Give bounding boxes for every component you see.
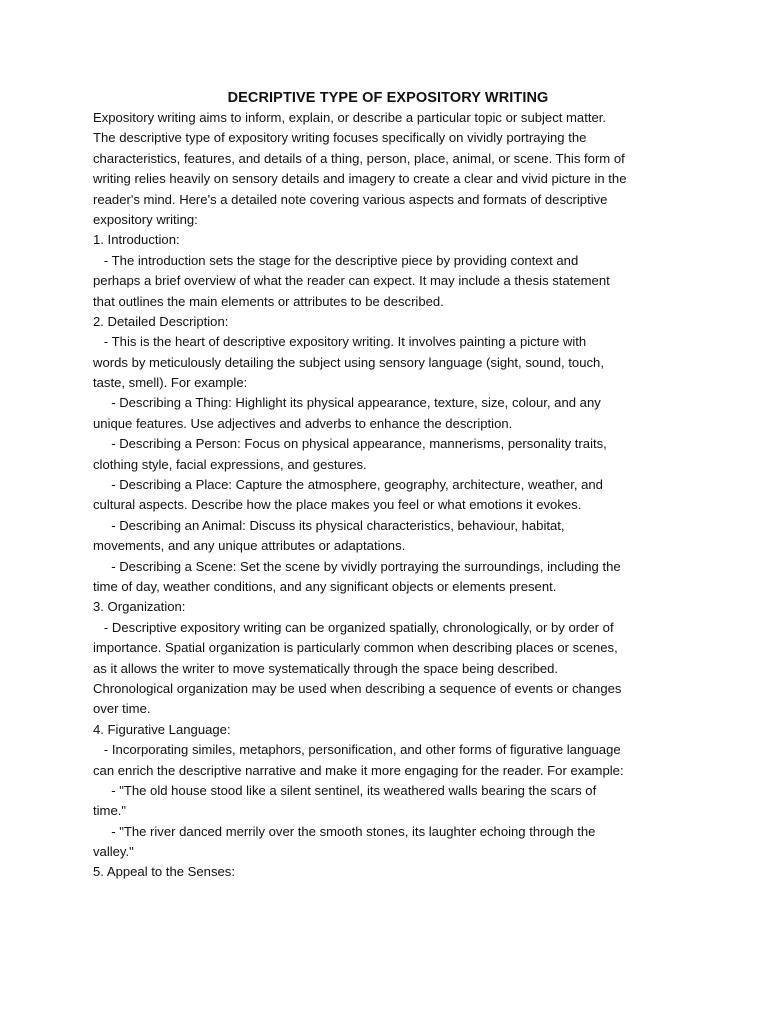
- text-line: - Incorporating similes, metaphors, personification, and other forms of figurative language: [93, 742, 621, 758]
- document-title: DECRIPTIVE TYPE OF EXPOSITORY WRITING: [227, 90, 549, 106]
- text-line: characteristics, features, and details of a thing, person, place, animal, or scene. This form of: [93, 150, 625, 166]
- text-line: - Describing an Animal: Discuss its physical characteristics, behaviour, habitat,: [93, 517, 565, 533]
- text-line: 1. Introduction:: [93, 232, 180, 248]
- text-line: perhaps a brief overview of what the reader can expect. It may include a thesis statement: [93, 273, 610, 289]
- text-line: 3. Organization:: [93, 599, 186, 615]
- text-line: unique features. Use adjectives and adverbs to enhance the description.: [93, 415, 513, 431]
- text-line: - Describing a Thing: Highlight its physical appearance, texture, size, colour, and any: [93, 395, 601, 411]
- text-line: - Describing a Place: Capture the atmosphere, geography, architecture, weather, and: [93, 477, 603, 493]
- text-line: movements, and any unique attributes or adaptations.: [93, 538, 406, 554]
- text-line: Chronological organization may be used when describing a sequence of events or changes: [93, 680, 622, 696]
- text-line: can enrich the descriptive narrative and make it more engaging for the reader. For example:: [93, 762, 624, 778]
- text-line: - "The old house stood like a silent sentinel, its weathered walls bearing the scars of: [93, 782, 597, 798]
- text-line: expository writing:: [93, 211, 198, 227]
- text-line: reader's mind. Here's a detailed note covering various aspects and formats of descriptive: [93, 191, 608, 207]
- text-line: - Describing a Person: Focus on physical appearance, mannerisms, personality traits,: [93, 436, 607, 452]
- text-line: over time.: [93, 701, 151, 717]
- text-line: as it allows the writer to move systematically through the space being described.: [93, 660, 559, 676]
- text-line: time of day, weather conditions, and any significant objects or elements present.: [93, 578, 557, 594]
- document-body: [93, 108, 683, 883]
- text-line: time.": [93, 803, 127, 819]
- text-line: The descriptive type of expository writing focuses specifically on vividly portraying the: [93, 130, 587, 146]
- text-line: - "The river danced merrily over the smooth stones, its laughter echoing through the: [93, 823, 596, 839]
- text-line: valley.": [93, 844, 134, 860]
- text-line: that outlines the main elements or attributes to be described.: [93, 293, 444, 309]
- text-line: 2. Detailed Description:: [93, 313, 229, 329]
- text-line: - This is the heart of descriptive expository writing. It involves painting a picture with: [93, 334, 587, 350]
- text-line: 5. Appeal to the Senses:: [93, 864, 235, 880]
- text-line: clothing style, facial expressions, and gestures.: [93, 456, 367, 472]
- text-line: cultural aspects. Describe how the place makes you feel or what emotions it evokes.: [93, 497, 582, 513]
- text-line: writing relies heavily on sensory details and imagery to create a clear and vivid picture in the: [93, 171, 627, 187]
- text-line: 4. Figurative Language:: [93, 721, 231, 737]
- text-line: - The introduction sets the stage for the descriptive piece by providing context and: [93, 252, 579, 268]
- text-line: importance. Spatial organization is particularly common when describing places or scenes,: [93, 640, 618, 656]
- text-line: - Describing a Scene: Set the scene by vividly portraying the surroundings, including the: [93, 558, 621, 574]
- document-page: [93, 88, 683, 883]
- text-line: taste, smell). For example:: [93, 375, 248, 391]
- text-line: words by meticulously detailing the subject using sensory language (sight, sound, touch,: [93, 354, 604, 370]
- text-line: - Descriptive expository writing can be organized spatially, chronologically, or by order of: [93, 619, 614, 635]
- text-line: Expository writing aims to inform, explain, or describe a particular topic or subject matter.: [93, 110, 607, 125]
